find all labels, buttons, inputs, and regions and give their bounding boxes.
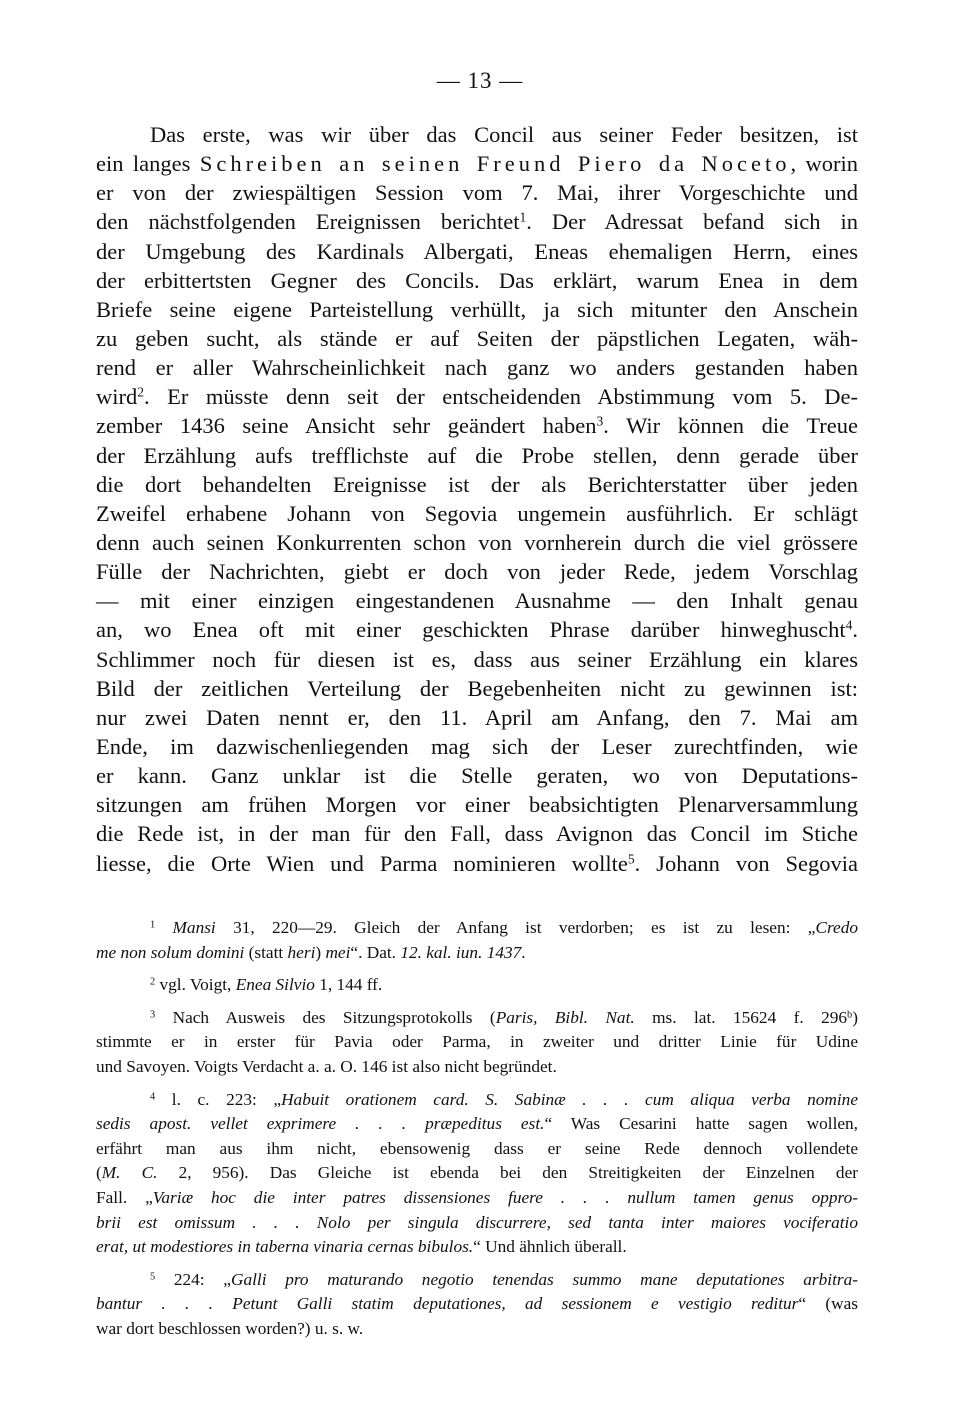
footnote-line: war dort beschlossen worden?) u. s. w.	[96, 1318, 364, 1338]
footnote-ref: 5	[627, 851, 635, 867]
text-line: zu geben sucht, als stände er auf Seiten der päpstlichen Legaten, wäh-	[96, 325, 858, 351]
text-line: denn auch seinen Konkurrenten schon von vornherein durch die viel grössere	[96, 529, 858, 555]
footnote-1	[96, 916, 858, 965]
text-line: der Umgebung des Kardinals Albergati, Eneas ehemaligen Herrn, eines	[96, 238, 858, 264]
footnote-line: stimmte er in erster für Pavia oder Parma, in zweiter und dritter Linie für Udine	[96, 1032, 858, 1052]
text-line: die Rede ist, in der man für den Fall, dass Avignon das Concil im Stiche	[96, 821, 858, 847]
text-line: Briefe seine eigene Parteistellung verhüllt, ja sich mitunter den Anschein	[96, 296, 858, 322]
footnote-line: sedis apost. vellet exprimere . . . præpeditus est.“ Was Cesarini hatte sagen wollen,	[96, 1114, 859, 1134]
footnote-number: 1	[150, 919, 156, 931]
footnote-line: erat, ut modestiores in taberna vinaria cernas bibulos.“ Und ähnlich überall.	[96, 1237, 627, 1257]
footnote-ref: 4	[845, 617, 853, 633]
text-line: Zweifel erhabene Johann von Segovia ungemein ausführlich. Er schlägt	[96, 500, 858, 526]
text-line: Bild der zeitlichen Verteilung der Begebenheiten nicht zu gewinnen ist:	[96, 675, 858, 701]
footnote-line: bantur . . . Petunt Galli statim deputationes, ad sessionem e vestigio reditur“ (was	[96, 1294, 858, 1314]
footnote-line: (M. C. 2, 956). Das Gleiche ist ebenda bei den Streitigkeiten der Einzelnen der	[96, 1163, 858, 1183]
footnote-line: me non solum domini (statt heri) mei“. Dat. 12. kal. iun. 1437.	[96, 942, 526, 962]
text-line: Fülle der Nachrichten, giebt er doch von jeder Rede, jedem Vorschlag	[96, 559, 858, 585]
footnote-ref: 2	[137, 384, 144, 400]
text-line: Schlimmer noch für diesen ist es, dass aus seiner Erzählung ein klares	[96, 646, 858, 672]
text-line: der Erzählung aufs trefflichste auf die Probe stellen, denn gerade über	[96, 442, 858, 468]
footnote-line: brii est omissum . . . Nolo per singula discurrere, sed tanta inter maiores vociferatio	[96, 1212, 858, 1232]
footnote-3	[96, 1006, 858, 1080]
footnote-ref: 3	[596, 413, 604, 429]
footnote-line: $^1$ Mansi 31, 220—29. Gleich der Anfang ist verdorben; es ist zu lesen: „Credo	[150, 918, 858, 937]
text-line: er kann. Ganz unklar ist die Stelle geraten, wo von Deputations-	[96, 763, 858, 789]
footnote-line: Fall. „Variæ hoc die inter patres dissensiones fuere . . . nullum tamen genus oppro-	[96, 1187, 858, 1207]
text-line: Ende, im dazwischenliegenden mag sich der Leser zurechtfinden, wie	[96, 733, 858, 759]
text-line: zember 1436 seine Ansicht sehr geändert haben$^3$. Wir können die Treue	[96, 413, 858, 439]
footnote-line: $^3$ Nach Ausweis des Sitzungsprotokolls (Paris, Bibl. Nat. ms. lat. 15624 f. 296$^b$)	[150, 1007, 858, 1027]
footnotes	[96, 916, 858, 1350]
text-line: an, wo Enea oft mit einer geschickten Phrase darüber hinweghuscht$^4$.	[96, 617, 858, 643]
text-line: die dort behandelten Ereignisse ist der als Berichterstatter über jeden	[96, 471, 858, 497]
footnote-5	[96, 1268, 858, 1342]
footnote-line: erfährt man aus ihm nicht, ebensowenig dass er seine Rede dennoch vollendete	[96, 1138, 858, 1158]
text-line: er von der zwiespältigen Session vom 7. Mai, ihrer Vorgeschichte und	[96, 180, 858, 206]
text-line: sitzungen am frühen Morgen vor einer beabsichtigten Plenarversammlung	[96, 792, 858, 818]
text-line: — mit einer einzigen eingestandenen Ausnahme — den Inhalt genau	[96, 588, 858, 614]
text-line: der erbittertsten Gegner des Concils. Das erklärt, warum Enea in dem	[96, 267, 858, 293]
main-text	[96, 120, 858, 878]
text-line: Das erste, was wir über das Concil aus seiner Feder besitzen, ist	[150, 122, 858, 147]
spaced-emphasis: Schreiben an seinen Freund Piero da Noceto	[199, 151, 791, 177]
text-line: den nächstfolgenden Ereignissen berichtet$^1$. Der Adressat befand sich in	[96, 209, 858, 235]
footnote-number: 5	[150, 1271, 156, 1283]
footnote-number: 2	[150, 976, 156, 988]
text-line: liesse, die Orte Wien und Parma nominieren wollte$^5$. Johann von Segovia	[96, 850, 859, 876]
footnote-line: und Savoyen. Voigts Verdacht a. a. O. 146 ist also nicht begründet.	[96, 1056, 557, 1076]
footnote-number: 3	[150, 1009, 156, 1021]
text-line: wird$^2$. Er müsste denn seit der entscheidenden Abstimmung vom 5. De-	[96, 384, 858, 410]
text-line: ein langes Schreiben an seinen Freund Piero da Noceto, worin	[96, 151, 859, 177]
page-number: — 13 —	[436, 68, 524, 93]
footnote-line: $^2$ vgl. Voigt, Enea Silvio 1, 144 ff.	[150, 975, 383, 995]
footnote-ref: 1	[519, 210, 527, 225]
footnote-4	[96, 1088, 858, 1260]
footnote-line: $^4$ l. c. 223: „Habuit orationem card. S. Sabinæ . . . cum aliqua verba nomine	[150, 1089, 858, 1109]
footnote-number: 4	[150, 1090, 156, 1102]
footnote-line: $^5$ 224: „Galli pro maturando negotio tenendas summo mane deputationes arbitra-	[150, 1269, 858, 1289]
footnote-2	[96, 973, 858, 998]
text-line: rend er aller Wahrscheinlichkeit nach ganz wo anders gestanden haben	[96, 355, 858, 381]
text-line: nur zwei Daten nennt er, den 11. April am Anfang, den 7. Mai am	[96, 704, 858, 730]
